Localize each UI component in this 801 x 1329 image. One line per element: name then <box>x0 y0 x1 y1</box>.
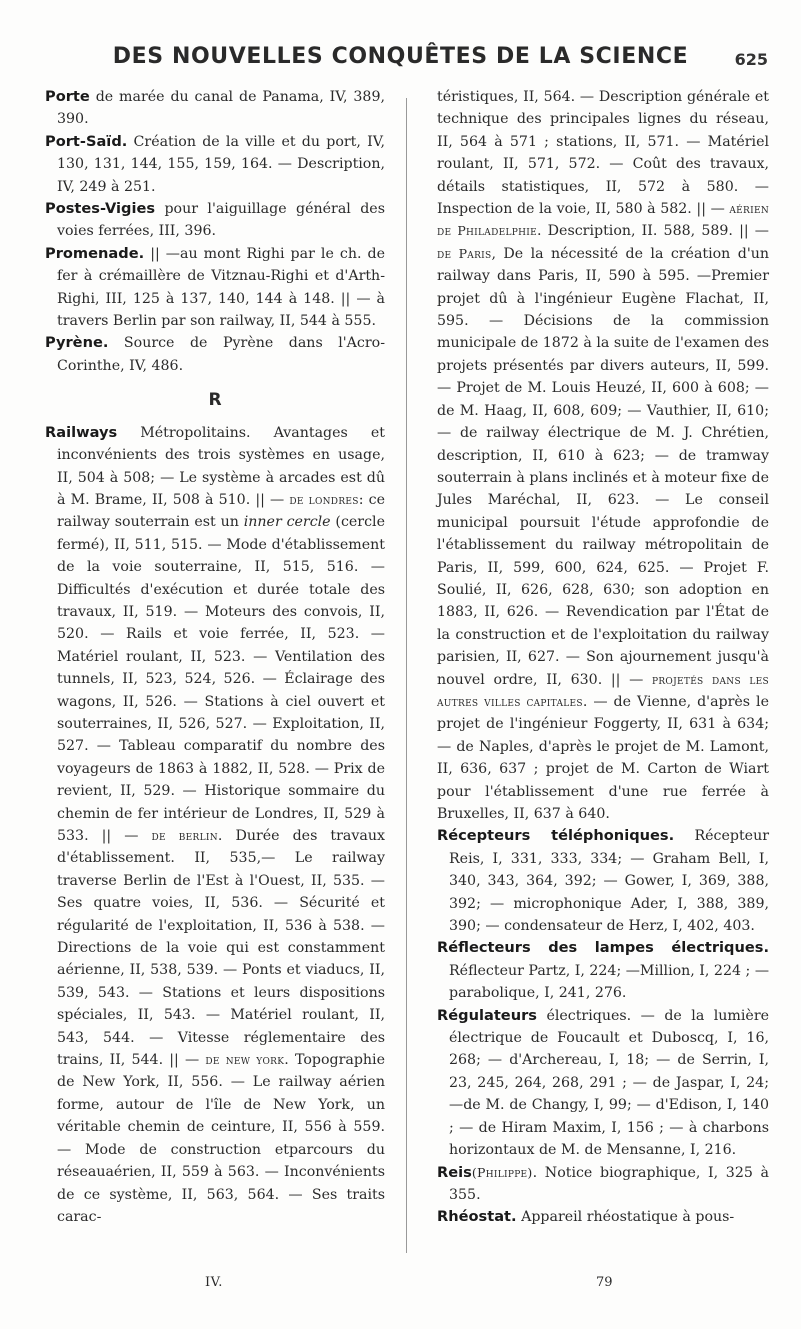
entry-text: Métropolitains. Avantages et inconvénients des trois systèmes en usage, II, 504 à 508; — Le système à arcades est dû à M. Brame, II, 508 à 510. || — <box>57 424 385 508</box>
subheading-other-capitals: projetés dans les autres villes capitales <box>437 671 769 709</box>
entry-keyword: Porte <box>45 88 90 105</box>
subheading-new-york: de new york <box>205 1052 285 1068</box>
entry-text: : ce railway souterrain est un <box>57 491 386 531</box>
entry-text: . Notice biographique, I, 325 à 355. <box>449 1164 769 1203</box>
entry-text: (cercle fermé), II, 511, 515. — Mode d'établissement de la voie souterraine, II, 515, 516. — Difficultés d'exécution et durée totale des travaux, II, 519. — Moteurs des convois, II, 520. — Rails et voie ferrée, II, 523. — Matériel roulant, II, 523. — Ventilation des tunnels, II, 523, 524, 526. — Éclairage des wagons, II, 526. — Stations à ciel ouvert et souterraines, II, 526, 527. — Exploitation, II, 527. — Tableau comparatif du nombre des voyageurs de 1863 à 1882, II, 528. — Prix de revient, II, 529. — Historique sommaire du chemin de fer intérieur de Londres, II, 529 à 533. || — <box>57 514 385 844</box>
entry-text: Appareil rhéostatique à pous- <box>516 1209 735 1226</box>
entry-keyword: Promenade. <box>45 244 145 262</box>
entry-keyword: Réflecteurs des lampes électriques. <box>437 939 769 957</box>
index-entry-railways-continued <box>437 86 769 825</box>
entry-keyword: Railways <box>45 423 118 441</box>
index-entry-port-said <box>45 131 385 198</box>
entry-forename: (Philippe) <box>471 1164 533 1180</box>
entry-keyword: Postes-Vigies <box>45 200 156 218</box>
index-entry-reflecteurs <box>437 937 769 1004</box>
entry-keyword: Récepteurs téléphoniques. <box>437 827 675 845</box>
index-entry-pyrene <box>45 332 385 377</box>
running-header <box>0 44 801 69</box>
entry-text: électriques. — de la lumière électrique de Foucault et Duboscq, I, 16, 268; — d'Archereau, I, 18; — de Serrin, I, 23, 245, 264, 268, 291 ; — de Jaspar, I, 24; —de M. de Changy, I, 99; — d'Edison, I, 140 ; — de Hiram Maxim, I, 156 ; — à charbons horizontaux de M. de Mensanne, I, 216. <box>449 1007 769 1159</box>
italic-term: inner cercle <box>243 514 331 531</box>
entry-text: . Durée des travaux d'établissement. II, 535,— Le railway traverse Berlin de l'Est à l'Ouest, II, 535. — Ses quatre voies, II, 536. — Sécurité et régularité de l'exploitation, II, 536 à 538. — Directions de la voie qui est constamment aérienne, II, 538, 539. — Ponts et viaducs, II, 539, 543. — Stations et leurs dispositions spéciales, II, 543. — Matériel roulant, II, 543, 544. — Vitesse réglementaire des trains, II, 544. || — <box>57 828 385 1069</box>
subheading-philadelphia: aérien de Philadelphie <box>437 201 769 239</box>
entry-keyword: Port-Saïd. <box>45 132 128 150</box>
page-number: 625 <box>734 50 768 69</box>
subheading-berlin: de berlin <box>151 828 218 843</box>
entry-text: . Topographie de New York, II, 556. — Le railway aérien forme, autour de l'île de New York, un véritable chemin de ceinture, II, 556 à 559. — Mode de construction etparcours du réseauaérien, II, 559 à 563. — Inconvénients de ce système, II, 563, 564. — Ses traits carac- <box>57 1052 385 1225</box>
index-entry-railways <box>45 422 385 1229</box>
index-entry-reis <box>437 1162 769 1207</box>
entry-text: de marée du canal de Panama, IV, 389, 390. <box>57 89 385 128</box>
index-entry-porte <box>45 86 385 131</box>
entry-text: , De la nécessité de la création d'un railway dans Paris, II, 590 à 595. —Premier projet dû à l'ingénieur Eugène Flachat, II, 595. — Décisions de la commission municipale de 1872 à la suite de l'examen des projets présentés par divers auteurs, II, 599. — Projet de M. Louis Heuzé, II, 600 à 608; —de M. Haag, II, 608, 609; — Vauthier, II, 610; — de railway électrique de M. J. Chrétien, description, II, 610 à 623; — de tramway souterrain à plans inclinés et à moteur fixe de Jules Maréchal, II, 623. — Le conseil municipal poursuit l'étude approfondie de l'établissement du railway métropolitain de Paris, II, 599, 600, 624, 625. — Projet F. Soulié, II, 626, 628, 630; son adoption en 1883, II, 626. — Revendication par l'État de la construction et de l'exploitation du railway parisien, II, 627. — Son ajournement jusqu'à nouvel ordre, II, 630. || — <box>437 245 769 688</box>
subheading-london: de londres <box>289 491 359 507</box>
header-title: DES NOUVELLES CONQUÊTES DE LA SCIENCE <box>112 44 689 69</box>
entry-text: Source de Pyrène dans l'Acro-Corinthe, IV, 486. <box>57 335 385 374</box>
footer-signature: IV. <box>205 1275 223 1290</box>
entry-text: Réflecteur Partz, I, 224; —Million, I, 224 ; — parabolique, I, 241, 276. <box>449 962 770 1002</box>
index-entry-postes-vigies <box>45 198 385 243</box>
entry-text: . — de Vienne, d'après le projet de l'ingénieur Foggerty, II, 631 à 634; — de Naples, d'après le projet de M. Lamont, II, 636, 637 ; projet de M. Carton de Wiart pour l'établissement d'une rue ferrée à Bruxelles, II, 637 à 640. <box>437 693 769 822</box>
right-column <box>437 86 769 1229</box>
entry-text: pour l'aiguillage général des voies ferrées, III, 396. <box>57 201 385 240</box>
subheading-paris: de Paris <box>437 245 492 261</box>
entry-text: Création de la ville et du port, IV, 130, 131, 144, 155, 159, 164. — Description, IV, 249 à 251. <box>57 133 385 195</box>
left-column <box>45 86 385 1228</box>
column-divider <box>406 98 407 1253</box>
index-entry-rheostat <box>437 1206 769 1228</box>
entry-text: . Description, II. 588, 589. || — <box>537 223 769 240</box>
entry-keyword: Régulateurs <box>437 1006 537 1024</box>
entry-text: téristiques, II, 564. — Description générale et technique des principales lignes du réseau, II, 564 à 571 ; stations, II, 571. — Matériel roulant, II, 571, 572. — Coût des travaux, détails statistiques, II, 572 à 580. — Inspection de la voie, II, 580 à 582. || — <box>437 89 769 218</box>
index-entry-promenade <box>45 243 385 333</box>
entry-keyword: Pyrène. <box>45 334 109 352</box>
entry-text: Récepteur Reis, I, 331, 333, 334; — Graham Bell, I, 340, 343, 364, 392; — Gower, I, 369, 388, 392; — microphonique Ader, I, 388, 389, 390; — condensateur de Herz, I, 402, 403. <box>449 828 769 935</box>
entry-keyword: Rhéostat. <box>437 1208 517 1226</box>
footer-sheet-number: 79 <box>596 1275 613 1290</box>
entry-keyword: Reis <box>437 1163 472 1181</box>
index-entry-recepteurs <box>437 825 769 937</box>
entry-text: || —au mont Righi par le ch. de fer à crémaillère de Vitznau-Righi et d'Arth-Righi, III, 125 à 137, 140, 144 à 148. || — à travers Berlin par son railway, II, 544 à 555. <box>57 245 385 330</box>
section-letter: R <box>208 390 222 411</box>
index-entry-regulateurs <box>437 1005 769 1162</box>
